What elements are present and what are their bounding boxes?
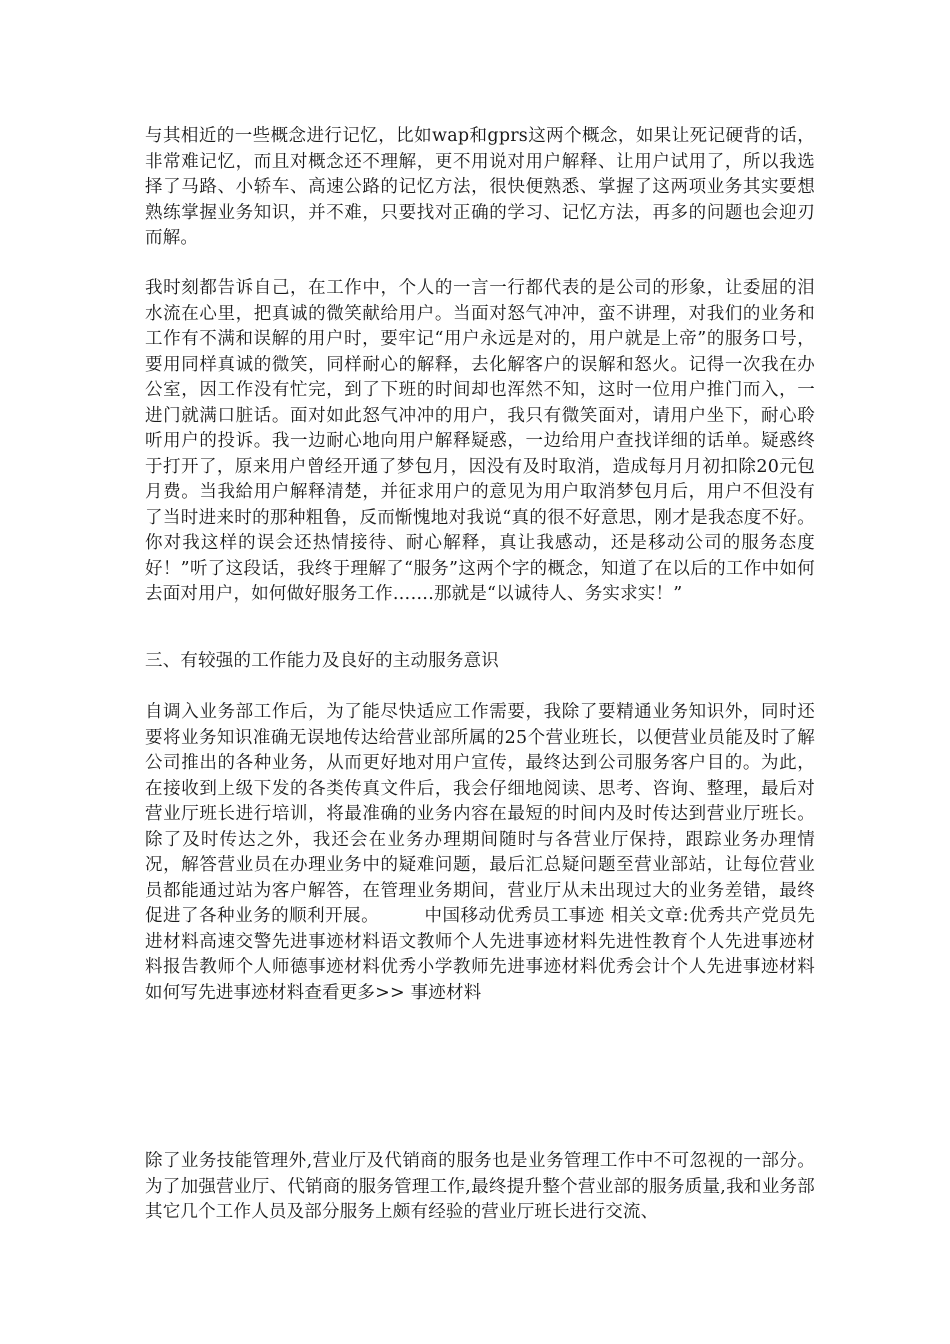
paragraph-customer-service-story: 我时刻都告诉自己，在工作中，个人的一言一行都代表的是公司的形象，让委屈的泪水流在心里，把真诚的微笑献给用户。当面对怒气冲冲，蛮不讲理，对我们的业务和工作有不满和误解的用户时，要牢记“用户永远是对的，用户就是上帝”的服务口号，要用同样真诚的微笑，同样耐心的解释，去化解客户的误解和怒火。记得一次我在办公室，因工作没有忙完，到了下班的时间却也浑然不知，这时一位用户推门而入，一进门就满口脏话。面对如此怒气冲冲的用户，我只有微笑面对，请用户坐下，耐心聆听用户的投诉。我一边耐心地向用户解释疑惑，一边给用户查找详细的话单。疑惑终于打开了，原来用户曾经开通了梦包月，因没有及时取消，造成每月月初扣除20元包月费。当我給用户解释清楚，并征求用户的意见为用户取消梦包月后，用户不但没有了当时进来时的那种粗鲁，反而惭愧地对我说“真的很不好意思，刚才是我态度不好。你对我这样的误会还热情接待、耐心解释，真让我感动，还是移动公司的服务态度好！”听了这段话，我终于理解了“服务”这两个字的概念，知道了在以后的工作中如何去面对用户，如何做好服务工作…….那就是“以诚待人、务实求实！” <box>145 278 815 604</box>
paragraph-work-ability: 自调入业务部工作后，为了能尽快适应工作需要，我除了要精通业务知识外，同时还要将业务知识准确无误地传达给营业部所属的25个营业班长，以便营业员能及时了解公司推出的各种业务，从而更好地对用户宣传，最终达到公司服务客户目的。为此，在接收到上级下发的各类传真文件后，我会仔细地阅读、思考、咨询、整理，最后对营业厅班长进行培训，将最准确的业务内容在最短的时间内及时传达到营业厅班长。除了及时传达之外，我还会在业务办理期间随时与各营业厅保持，跟踪业务办理情况，解答营业员在办理业务中的疑难问题，最后汇总疑问题至营业部站，让每位营业员都能通过站为客户解答，在管理业务期间，营业厅从未出现过大的业务差错，最终促进了各种业务的顺利开展。 中国移动优秀员工事迹 相关文章:优秀共产党员先进材料高速交警先进事迹材料语文教师个人先进事迹材料先进性教育个人先进事迹材料报告教师个人师德事迹材料优秀小学教师先进事迹材料优秀会计个人先进事迹材料如何写先进事迹材料查看更多>> 事迹材料 <box>145 702 815 1003</box>
section-heading-three: 三、有较强的工作能力及良好的主动服务意识 <box>145 651 499 671</box>
paragraph-memory-method: 与其相近的一些概念进行记忆，比如wap和gprs这两个概念，如果让死记硬背的话，非常难记忆，而且对概念还不理解，更不用说对用户解释、让用户试用了，所以我选择了马路、小轿车、高速公路的记忆方法，很快便熟悉、掌握了这两项业务其实要想熟练掌握业务知识，并不难，只要找对正确的学习、记忆方法，再多的问题也会迎刃而解。 <box>145 126 815 248</box>
paragraph-service-management: 除了业务技能管理外,营业厅及代销商的服务也是业务管理工作中不可忽视的一部分。为了加强营业厅、代销商的服务管理工作,最终提升整个营业部的服务质量,我和业务部其它几个工作人员及部分服务上颇有经验的营业厅班长进行交流、 <box>145 1151 815 1222</box>
